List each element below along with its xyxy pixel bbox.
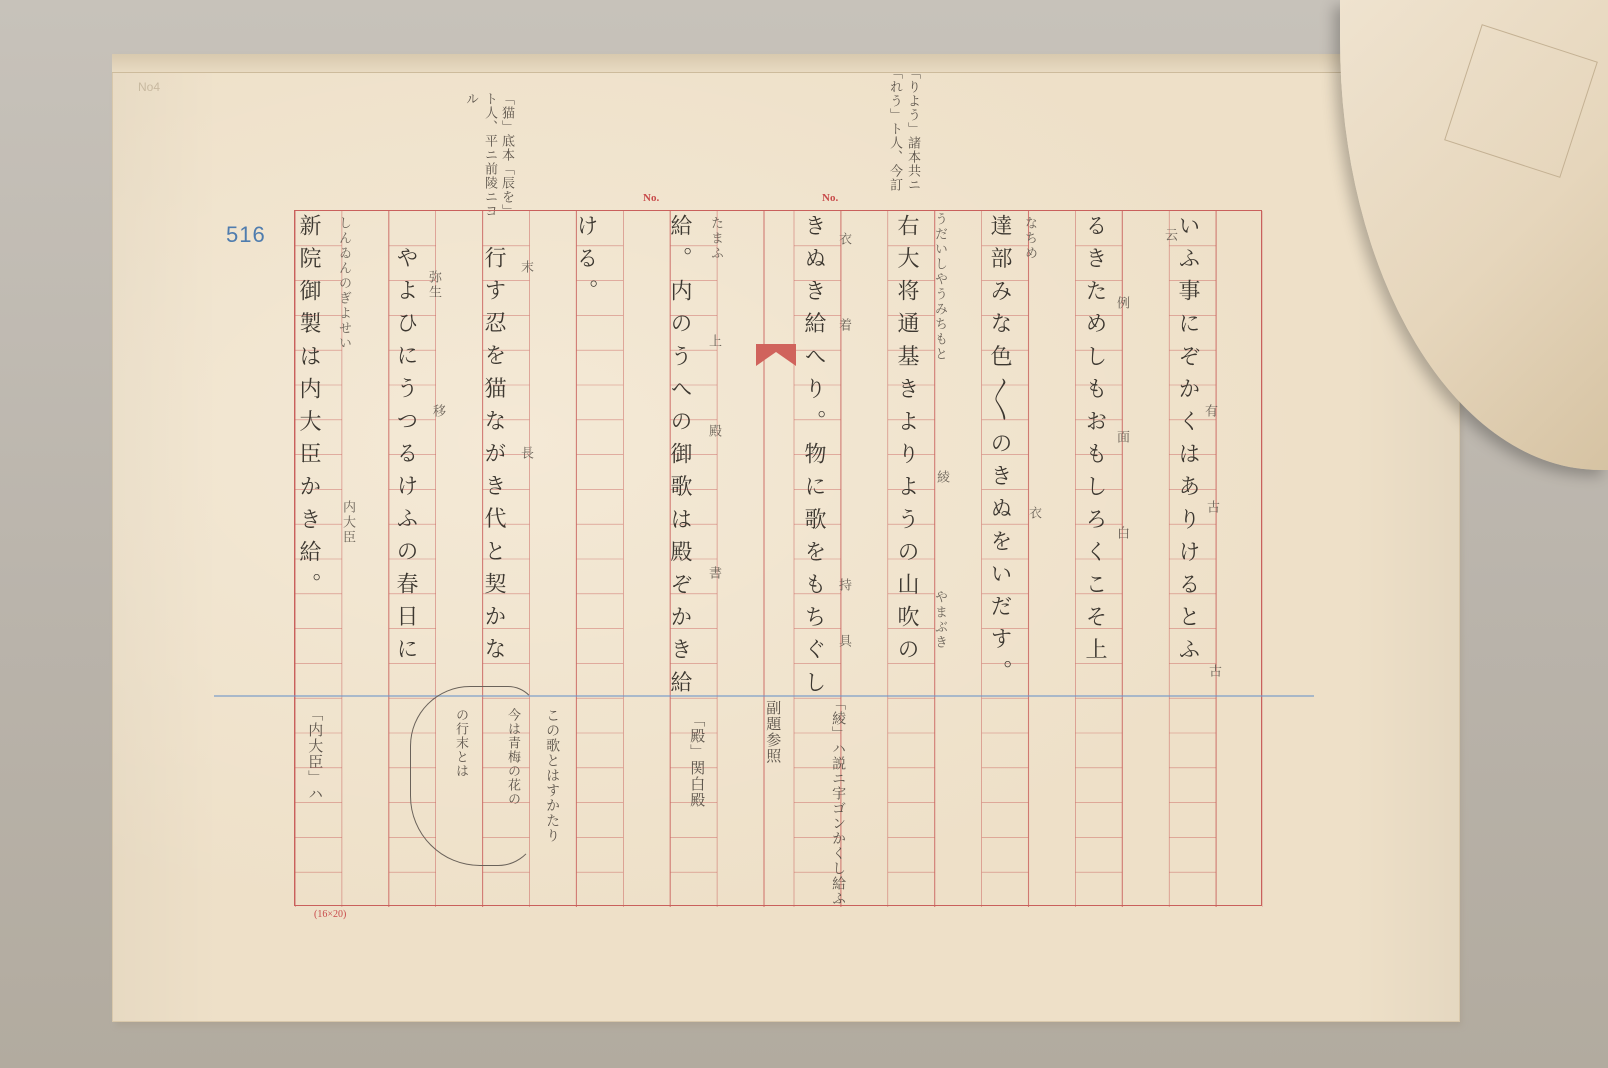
reading-col3-b: 衣 (1026, 506, 1041, 521)
reading-col1-d: 古 (1206, 664, 1221, 679)
reading-col1-a: 云 (1162, 228, 1177, 243)
reading-col2-c: 白 (1114, 526, 1129, 541)
annotation-bracket (410, 686, 538, 866)
top-note-right-2: 「れう」ト人、今訂 (886, 66, 902, 192)
reading-col5-d: 具 (836, 634, 851, 649)
top-note-left-1: 「猫」底本「辰を」 (498, 92, 514, 218)
curled-page-frame (1444, 24, 1598, 178)
no-label-left: No. (643, 192, 660, 204)
reading-col1-c: 古 (1204, 500, 1219, 515)
lower-note-naidaijin: 「内大臣」ハ (306, 706, 325, 802)
text-column-6: 給。内のうへの御歌は殿ぞかき給 (667, 214, 692, 703)
reading-col1-b: 有 (1202, 404, 1217, 419)
reading-col5-a: 衣 (836, 232, 851, 247)
reading-col9-b: 移 (430, 404, 445, 419)
reading-col4-b: 綾 (934, 470, 949, 485)
page-number: 516 (226, 222, 266, 247)
lower-note-ume: 今は青梅の花の (504, 708, 520, 806)
text-column-1: いふ事にぞかくはありけるとふ (1175, 214, 1200, 671)
reading-col8-b: 長 (518, 446, 533, 461)
reading-col4-a: うだいしやうみちもと (932, 212, 947, 362)
reading-col4-c: やまぶき (932, 590, 947, 650)
text-column-9: やよひにうつるけふの春日に (393, 246, 418, 670)
reading-col6-b: 上 (706, 334, 721, 349)
text-column-4: 右大将通基きよりようの山吹の (894, 214, 919, 671)
reading-col6-c: 殿 (706, 424, 721, 439)
reading-col6-d: 書 (706, 566, 721, 581)
blue-pencil-line (214, 695, 1314, 697)
reading-col9-a: 弥生 (426, 270, 441, 300)
lower-note-reference: 副題参照 (764, 700, 783, 764)
text-column-7: ける。 (573, 214, 598, 312)
top-note-left-2: ト人、平ニ前陵ニヨ (481, 92, 497, 218)
lower-note-kanpaku: 「殿」関白殿 (688, 712, 707, 808)
text-column-5: きぬき給へり。物に歌をもちぐし (801, 214, 826, 703)
sheet-binding-edge (112, 54, 1460, 73)
reading-col8-a: 末 (518, 260, 533, 275)
reading-col10-a: しんゐんのぎよせい (336, 216, 351, 351)
top-note-left-3: ル (462, 92, 478, 106)
reading-col2-a: 例 (1114, 296, 1129, 311)
text-column-10: 新院御製は内大臣かき給。 (296, 214, 321, 606)
text-column-3: 達部みな色〳〵のきぬをいだす。 (987, 214, 1012, 693)
fold-center-mark (756, 344, 796, 366)
reading-col2-b: 面 (1114, 430, 1129, 445)
lower-note-poem: この歌とはすかたり (544, 708, 561, 843)
lower-note-aya: 「綾」ハ説ニ宇ゴンかくし給ふ (830, 696, 847, 906)
no-label-right: No. (822, 192, 839, 204)
text-column-2: るきためしもおもしろくこそ上 (1082, 214, 1107, 671)
reading-col5-c: 持 (836, 578, 851, 593)
reading-col5-b: 着 (836, 318, 851, 333)
top-note-right-1: 「りよう」諸本共ニ (904, 66, 920, 192)
reading-col3-a: なちめ (1022, 216, 1037, 261)
text-column-8: 行す忍を猫ながき代と契かな (481, 246, 506, 670)
faint-sheet-number: No4 (138, 80, 161, 94)
grid-size-label: (16×20) (314, 909, 347, 920)
lower-note-yukusue: の行末とは (452, 708, 468, 778)
reading-col6-a: たまふ (708, 216, 723, 261)
reading-col10-b: 内大臣 (340, 500, 355, 545)
